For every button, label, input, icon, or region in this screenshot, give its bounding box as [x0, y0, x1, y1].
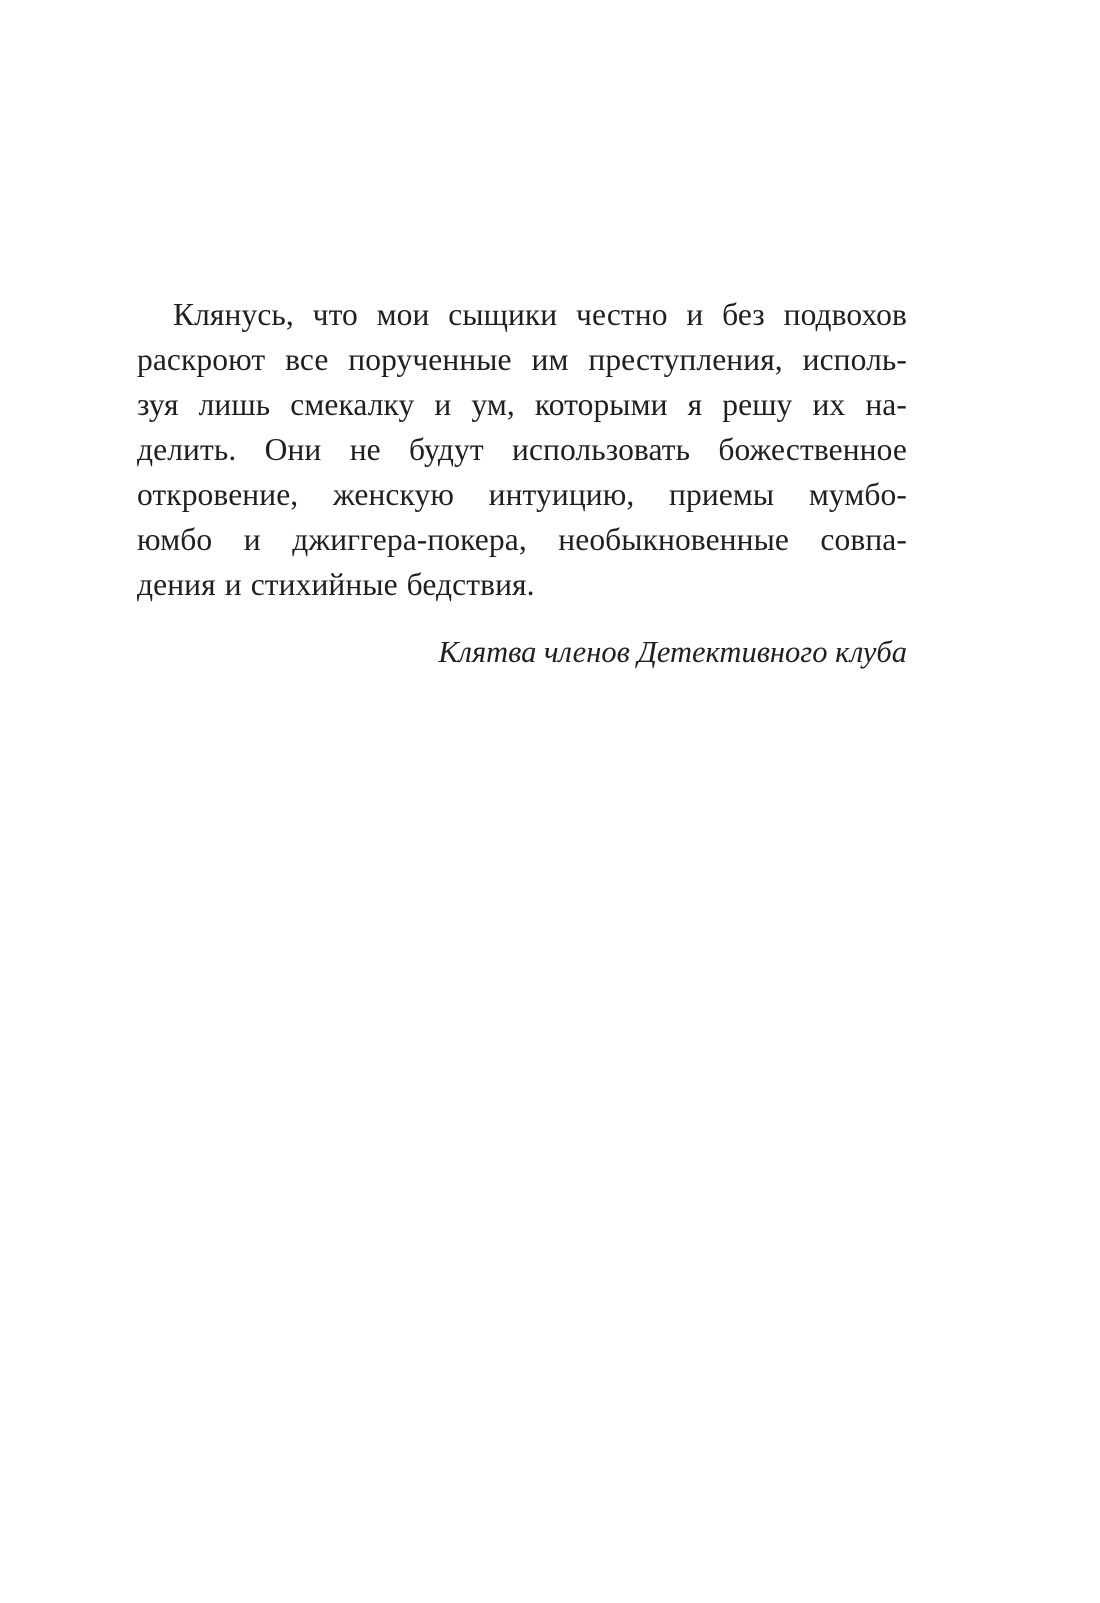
epigraph-word: Клянусь, — [173, 297, 294, 332]
epigraph-word: им — [531, 342, 569, 377]
epigraph-word: честно — [576, 297, 668, 332]
epigraph-word: стихийные — [250, 567, 398, 602]
epigraph-word: смекалку — [290, 387, 415, 422]
epigraph-word: сыщики — [448, 297, 558, 332]
epigraph-word: на- — [865, 387, 907, 422]
epigraph-word: бедствия. — [406, 567, 535, 602]
epigraph-line-7 — [137, 562, 907, 607]
epigraph-word: и — [243, 522, 261, 557]
epigraph-word: мумбо- — [808, 477, 907, 512]
epigraph-word: и — [686, 297, 704, 332]
epigraph-word: откровение, — [137, 477, 299, 512]
epigraph-word: зуя — [137, 387, 179, 422]
epigraph-word: использовать — [512, 432, 691, 467]
epigraph-word: приемы — [669, 477, 775, 512]
epigraph-attribution: Клятва членов Детективного клуба — [438, 635, 907, 669]
epigraph-word: без — [722, 297, 765, 332]
epigraph-word: и — [224, 567, 242, 602]
epigraph-word: совпа- — [820, 522, 907, 557]
epigraph-word: мои — [376, 297, 430, 332]
epigraph-word: джиггера-покера, — [292, 522, 527, 557]
epigraph-word: подвохов — [783, 297, 907, 332]
epigraph-word: юмбо — [137, 522, 213, 557]
epigraph-word: преступления, — [588, 342, 783, 377]
epigraph-word: решу — [722, 387, 793, 422]
epigraph-line-4 — [137, 427, 907, 472]
epigraph-word: будут — [409, 432, 484, 467]
epigraph-word: дения — [137, 567, 216, 602]
epigraph-word: что — [312, 297, 358, 332]
epigraph-word: которыми — [534, 387, 668, 422]
epigraph-line-3 — [137, 382, 907, 427]
epigraph-word: делить. — [137, 432, 237, 467]
epigraph-word: божественное — [718, 432, 907, 467]
epigraph-line-1 — [137, 292, 907, 337]
epigraph-word: порученные — [348, 342, 512, 377]
epigraph-word: я — [687, 387, 703, 422]
epigraph-line-6 — [137, 517, 907, 562]
epigraph — [137, 292, 907, 674]
epigraph-word: интуицию, — [488, 477, 635, 512]
epigraph-word: их — [812, 387, 846, 422]
epigraph-word: раскроют — [137, 342, 266, 377]
epigraph-word: исполь- — [802, 342, 907, 377]
epigraph-word: необыкновенные — [558, 522, 789, 557]
epigraph-line-2 — [137, 337, 907, 382]
epigraph-word: ум, — [471, 387, 515, 422]
epigraph-word: и — [434, 387, 452, 422]
epigraph-word: женскую — [332, 477, 454, 512]
epigraph-word: не — [349, 432, 381, 467]
epigraph-word: лишь — [198, 387, 271, 422]
epigraph-word: Они — [264, 432, 322, 467]
epigraph-line-5 — [137, 472, 907, 517]
epigraph-word: все — [285, 342, 329, 377]
